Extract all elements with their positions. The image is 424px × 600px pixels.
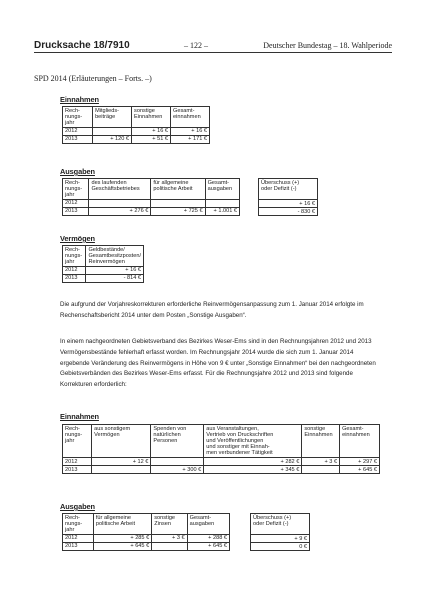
cell xyxy=(205,199,239,207)
cell: 2013 xyxy=(63,207,89,215)
paragraph-correction: In einem nachgeordneten Gebietsverband des Bezirkes Weser-Ems sind in den Rechnungsjahren 2012 und 2013 Vermögensbestände fehlerhaft erfasst worden. Im Rechnungsjahr 2014 wurde die sich zum 1. Januar 2014 ergebende Veränderung des Reinvermögens in Höhe von 9 € unter „Sonstige Einnahmen“ bei den nachgeordneten Gebietsverbänden des Bezirkes Weser-Ems erfasst. Für die Rechnungsjahre 2012 und 2013 sind folgende Korrekturen erforderlich: xyxy=(60,338,376,389)
section1-einnahmen-table xyxy=(62,106,210,144)
section1-ausgaben-title: Ausgaben xyxy=(60,167,95,176)
cell: - 830 € xyxy=(259,208,318,216)
section1-einnahmen-title: Einnahmen xyxy=(60,95,99,104)
col-header: aus sonstigem Vermögen xyxy=(92,425,151,458)
page-subtitle: SPD 2014 (Erläuterungen – Forts. –) xyxy=(34,74,152,83)
col-header: Überschuss (+) oder Defizit (-) xyxy=(259,179,318,200)
section2-einnahmen-title: Einnahmen xyxy=(60,412,99,421)
table-row xyxy=(63,135,210,143)
table-row xyxy=(63,266,144,274)
cell: + 725 € xyxy=(151,207,205,215)
cell: + 3 € xyxy=(152,534,187,542)
table-header-row xyxy=(63,107,210,128)
cell: + 16 € xyxy=(132,127,171,135)
doc-number: Drucksache 18/7910 xyxy=(34,40,130,51)
table-header-row xyxy=(63,425,380,458)
cell: + 16 € xyxy=(259,200,318,208)
cell: + 16 € xyxy=(86,266,144,274)
cell: 0 € xyxy=(251,543,310,551)
cell: 2012 xyxy=(63,458,92,466)
cell: 2013 xyxy=(63,274,86,282)
table-header-row xyxy=(63,179,240,200)
cell: + 16 € xyxy=(171,127,210,135)
col-header: Gesamt- einnahmen xyxy=(171,107,210,128)
cell: + 120 € xyxy=(93,135,132,143)
table-header-row xyxy=(259,179,318,200)
cell xyxy=(151,199,205,207)
cell: + 300 € xyxy=(151,466,204,474)
page-number: – 122 – xyxy=(184,41,208,50)
col-header: Überschuss (+) oder Defizit (-) xyxy=(251,514,310,535)
table-row xyxy=(63,458,380,466)
section2-ausgaben-table xyxy=(62,513,230,551)
section1-ueberschuss-table xyxy=(258,178,318,216)
col-header: für allgemeine politische Arbeit xyxy=(151,179,205,200)
cell: + 12 € xyxy=(92,458,151,466)
col-header: sonstige Einnahmen xyxy=(132,107,171,128)
cell: 2013 xyxy=(63,135,93,143)
cell: + 285 € xyxy=(93,534,151,542)
cell: + 282 € xyxy=(204,458,302,466)
table-row xyxy=(63,207,240,215)
table-row xyxy=(63,542,230,550)
paragraph-adjustment: Die aufgrund der Vorjahreskorrekturen erforderliche Reinvermögensanpassung zum 1. Januar 2014 erfolgte im Rechenschaftsbericht 2014 unter dem Posten „Sonstige Ausgaben“. xyxy=(60,301,364,319)
cell xyxy=(93,127,132,135)
section2-ausgaben-title: Ausgaben xyxy=(60,502,95,511)
section2-einnahmen-table xyxy=(62,424,380,474)
cell xyxy=(89,199,151,207)
cell: 2012 xyxy=(63,266,86,274)
cell: 2012 xyxy=(63,199,89,207)
section1-ausgaben-table xyxy=(62,178,240,216)
table-header-row xyxy=(251,514,310,535)
cell: + 51 € xyxy=(132,135,171,143)
col-header: Rech- nungs- jahr xyxy=(63,425,92,458)
cell: 2012 xyxy=(63,534,94,542)
table-header-row xyxy=(63,246,144,267)
table-row xyxy=(63,199,240,207)
cell: 2013 xyxy=(63,542,94,550)
cell xyxy=(92,466,151,474)
col-header: Gesamt- ausgaben xyxy=(187,514,229,535)
col-header: Rech- nungs- jahr xyxy=(63,107,93,128)
table-row xyxy=(63,466,380,474)
col-header: sonstige Einnahmen xyxy=(302,425,340,458)
section1-vermoegen-table xyxy=(62,245,144,283)
page-header xyxy=(34,40,392,53)
table-row xyxy=(259,208,318,216)
col-header: Rech- nungs- jahr xyxy=(63,179,89,200)
cell: + 297 € xyxy=(340,458,380,466)
cell: + 9 € xyxy=(251,535,310,543)
cell: - 814 € xyxy=(86,274,144,282)
cell: + 645 € xyxy=(93,542,151,550)
section1-vermoegen-title: Vermögen xyxy=(60,234,95,243)
col-header: Geldbestände/ Gesamtbesitzposten/ Reinvermögen xyxy=(86,246,144,267)
col-header: Mitglieds- beiträge xyxy=(93,107,132,128)
col-header: Rech- nungs- jahr xyxy=(63,246,86,267)
table-row xyxy=(259,200,318,208)
cell: + 645 € xyxy=(340,466,380,474)
cell xyxy=(152,542,187,550)
table-row xyxy=(251,543,310,551)
cell: + 276 € xyxy=(89,207,151,215)
col-header: für allgemeine politische Arbeit xyxy=(93,514,151,535)
cell: + 288 € xyxy=(187,534,229,542)
cell: + 3 € xyxy=(302,458,340,466)
section2-ueberschuss-table xyxy=(250,513,310,551)
col-header: Rech- nungs- jahr xyxy=(63,514,94,535)
table-row xyxy=(63,127,210,135)
col-header: Gesamt- ausgaben xyxy=(205,179,239,200)
table-header-row xyxy=(63,514,230,535)
cell: 2012 xyxy=(63,127,93,135)
table-row xyxy=(63,534,230,542)
header-right: Deutscher Bundestag – 18. Wahlperiode xyxy=(263,41,392,50)
col-header: aus Veranstaltungen, Vertrieb von Druckschriften und Veröffentlichungen und sonstiger mit Einnah- men verbundener Tätigkeit xyxy=(204,425,302,458)
cell xyxy=(151,458,204,466)
cell: 2013 xyxy=(63,466,92,474)
cell: + 345 € xyxy=(204,466,302,474)
col-header: sonstige Zinsen xyxy=(152,514,187,535)
cell: + 171 € xyxy=(171,135,210,143)
cell xyxy=(302,466,340,474)
cell: + 1.001 € xyxy=(205,207,239,215)
col-header: des laufenden Geschäftsbetriebes xyxy=(89,179,151,200)
table-row xyxy=(251,535,310,543)
col-header: Gesamt- einnahmen xyxy=(340,425,380,458)
table-row xyxy=(63,274,144,282)
cell: + 645 € xyxy=(187,542,229,550)
col-header: Spenden von natürlichen Personen xyxy=(151,425,204,458)
